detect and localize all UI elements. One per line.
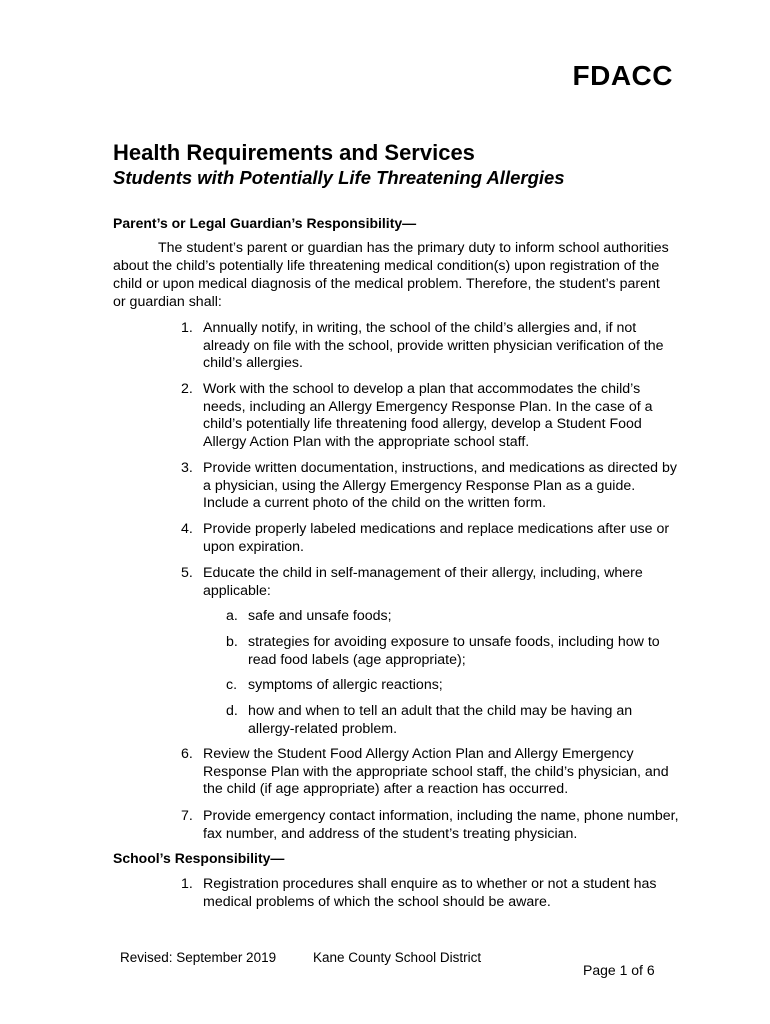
list-item-text: Provide written documentation, instructions, and medications as directed by a physician, using the Allergy Emergency Response Plan as a guide. Include a current photo of the child on the written form. bbox=[203, 460, 677, 511]
list-item-text: Registration procedures shall enquire as to whether or not a student has medical problems of which the school should be aware. bbox=[203, 876, 657, 910]
document-code: FDACC bbox=[572, 60, 673, 91]
list-item-number: 5. bbox=[181, 565, 193, 581]
list-item-text: Work with the school to develop a plan that accommodates the child’s needs, including an Allergy Emergency Response Plan. In the case of a child’s potentially life threatening food allergy, develop a Student Food Allergy Action Plan with the appropriate school staff. bbox=[203, 381, 653, 450]
list-item bbox=[181, 320, 681, 373]
list-item bbox=[181, 876, 681, 911]
page-title: Health Requirements and Services bbox=[113, 140, 475, 165]
list-item bbox=[181, 460, 681, 513]
footer-revised-date: Revised: September 2019 bbox=[120, 950, 277, 965]
list-item bbox=[181, 521, 681, 556]
list-item bbox=[181, 808, 681, 843]
list-item-text: Provide emergency contact information, including the name, phone number, fax number, and address of the student’s treating physician. bbox=[203, 808, 679, 842]
sub-list-item-letter: c. bbox=[226, 677, 238, 693]
sub-list-item-letter: a. bbox=[226, 608, 238, 624]
sub-list-item-text: safe and unsafe foods; bbox=[248, 608, 392, 624]
list-item-number: 1. bbox=[181, 876, 193, 892]
list-item-text: Provide properly labeled medications and replace medications after use or upon expiration. bbox=[203, 521, 670, 555]
school-section-heading: School’s Responsibility— bbox=[113, 850, 285, 866]
list-item-text: Educate the child in self-management of their allergy, including, where applicable: bbox=[203, 565, 643, 599]
list-item-number: 2. bbox=[181, 381, 193, 397]
list-item-number: 4. bbox=[181, 521, 193, 537]
list-item-number: 1. bbox=[181, 320, 193, 336]
list-item bbox=[181, 381, 681, 451]
sub-list-item-letter: d. bbox=[226, 703, 238, 719]
sub-list-item-letter: b. bbox=[226, 634, 238, 650]
parent-section-intro: The student’s parent or guardian has the primary duty to inform school authorities about the child’s potentially life threatening medical condition(s) upon registration of the child or upon medical diagnosis of the medical problem. Therefore, the student’s parent or guardian shall: bbox=[113, 240, 669, 310]
footer-district: Kane County School District bbox=[313, 950, 482, 965]
sub-list-item-text: symptoms of allergic reactions; bbox=[248, 677, 443, 693]
sub-list-item-text: how and when to tell an adult that the child may be having an allergy-related problem. bbox=[248, 703, 633, 737]
list-item-text: Annually notify, in writing, the school of the child’s allergies and, if not already on file with the school, provide written physician verification of the child’s allergies. bbox=[203, 320, 664, 371]
parent-section-heading: Parent’s or Legal Guardian’s Responsibility— bbox=[113, 215, 417, 231]
list-item-text: Review the Student Food Allergy Action Plan and Allergy Emergency Response Plan with the appropriate school staff, the child’s physician, and the child (if age appropriate) after a reaction has occurred. bbox=[203, 746, 669, 797]
footer-page-number: Page 1 of 6 bbox=[583, 962, 655, 978]
list-item bbox=[181, 746, 681, 799]
page-subtitle: Students with Potentially Life Threatening Allergies bbox=[113, 167, 565, 188]
list-item-number: 7. bbox=[181, 808, 193, 824]
sub-list-item bbox=[226, 634, 681, 669]
list-item bbox=[181, 565, 681, 600]
list-item-number: 3. bbox=[181, 460, 193, 476]
sub-list-item bbox=[226, 677, 681, 695]
sub-list-item bbox=[226, 608, 681, 626]
sub-list-item-text: strategies for avoiding exposure to unsafe foods, including how to read food labels (age appropriate); bbox=[248, 634, 660, 668]
list-item-number: 6. bbox=[181, 746, 193, 762]
sub-list-item bbox=[226, 703, 681, 738]
